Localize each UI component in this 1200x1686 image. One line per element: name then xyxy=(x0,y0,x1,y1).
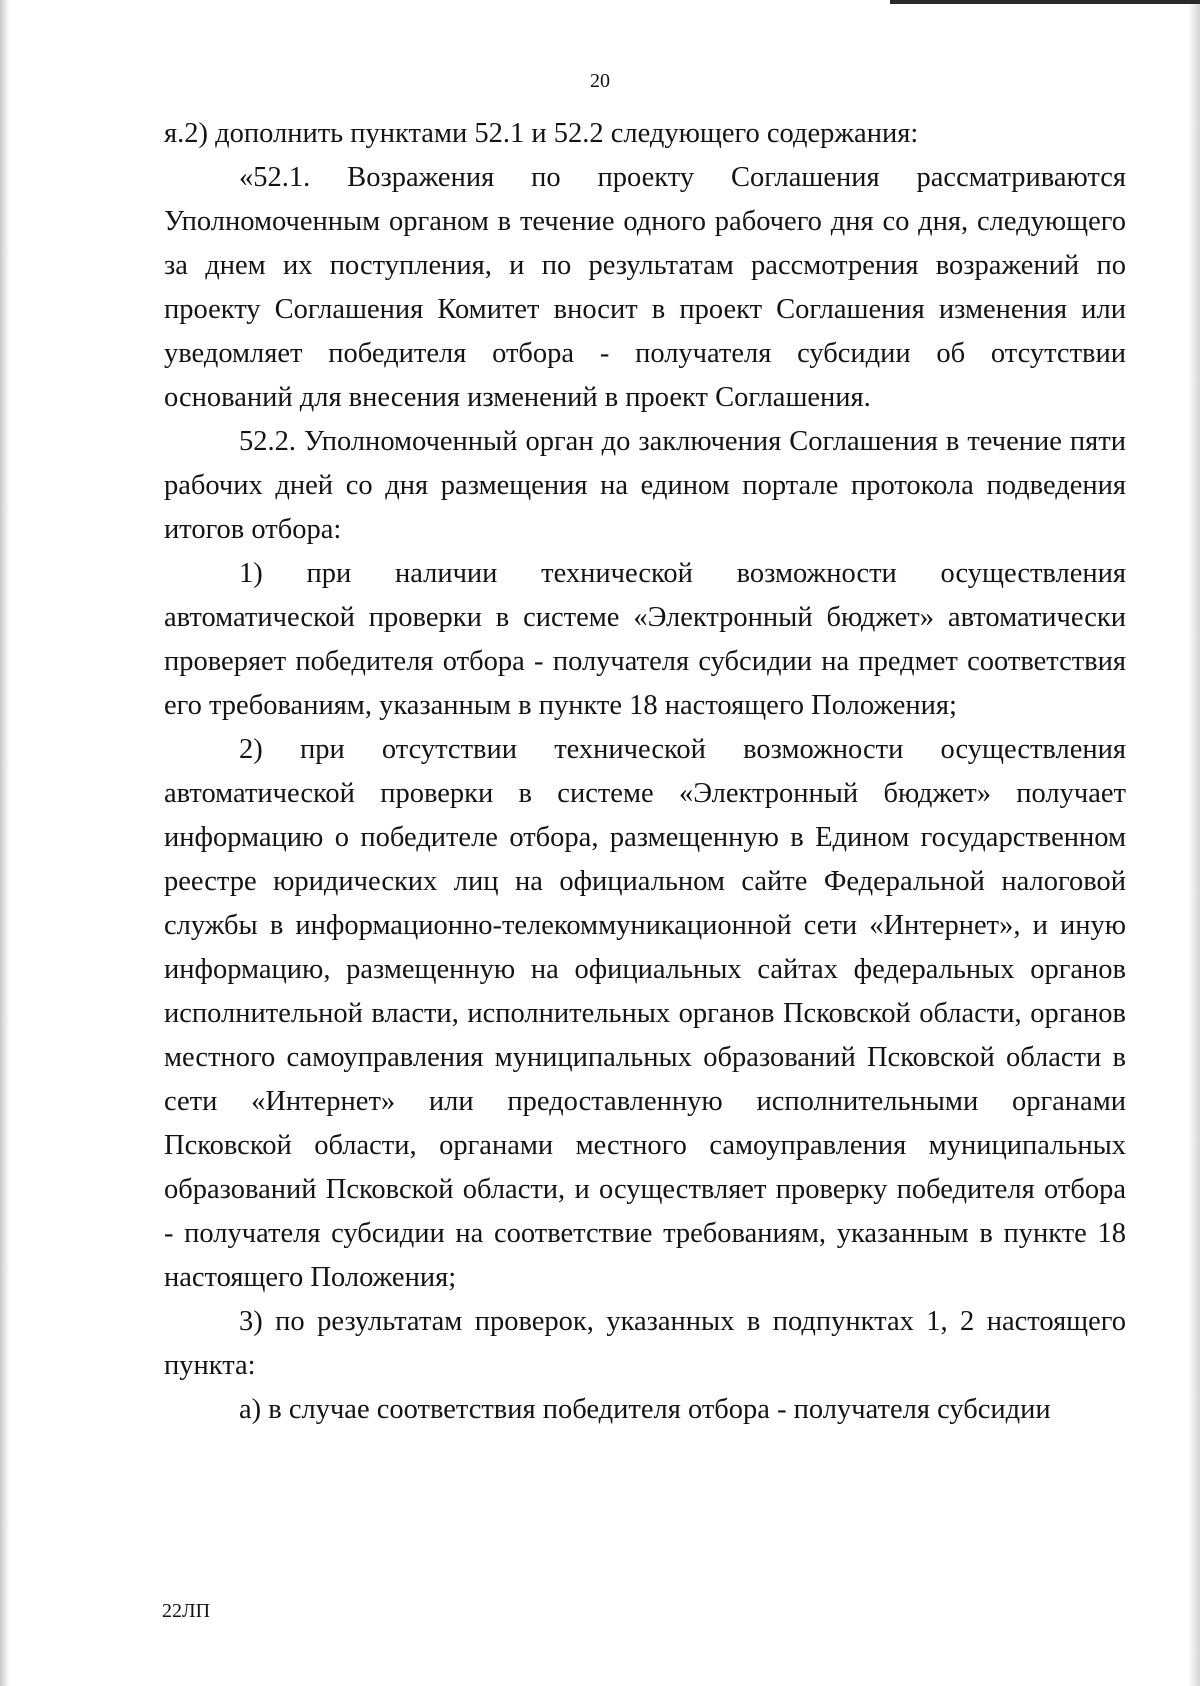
paragraph-item-2: 2) при отсутствии технической возможности осуществления автоматической проверки в системе «Электронный бюджет» получает информацию о победителе отбора, размещенную в Едином государственном реестре юридических лиц на официальном сайте Федеральной налоговой службы в информационно-телекоммуникационной сети «Интернет», и иную информацию, размещенную на официальных сайтах федеральных органов исполнительной власти, исполнительных органов Псковской области, органов местного самоуправления муниципальных образований Псковской области в сети «Интернет» или предоставленную исполнительными органами Псковской области, органами местного самоуправления муниципальных образований Псковской области, и осуществляет проверку победителя отбора - получателя субсидии на соответствие требованиям, указанным в пункте 18 настоящего Положения; xyxy=(164,734,1126,1293)
page-number: 20 xyxy=(590,70,610,92)
paragraph-item-1: 1) при наличии технической возможности осуществления автоматической проверки в системе «Электронный бюджет» автоматически проверяет победителя отбора - получателя субсидии на предмет соответствия его требованиям, указанным в пункте 18 настоящего Положения; xyxy=(164,558,1126,721)
document-body xyxy=(164,112,1126,1432)
scan-edge-right xyxy=(1188,0,1200,1686)
paragraph-item-3: 3) по результатам проверок, указанных в подпунктах 1, 2 настоящего пункта: xyxy=(164,1306,1126,1381)
paragraph-52-1: «52.1. Возражения по проекту Соглашения рассматриваются Уполномоченным органом в течение одного рабочего дня со дня, следующего за днем их поступления, и по результатам рассмотрения возражений по проекту Соглашения Комитет вносит в проект Соглашения изменения или уведомляет победителя отбора - получателя субсидии об отсутствии оснований для внесения изменений в проект Соглашения. xyxy=(164,162,1126,413)
scan-edge-left xyxy=(0,0,10,1686)
top-rule xyxy=(890,0,1200,4)
paragraph-52-2: 52.2. Уполномоченный орган до заключения Соглашения в течение пяти рабочих дней со дня размещения на едином портале протокола подведения итогов отбора: xyxy=(164,426,1126,545)
paragraph-item-3a: а) в случае соответствия победителя отбора - получателя субсидии xyxy=(239,1394,1051,1425)
paragraph-intro: я.2) дополнить пунктами 52.1 и 52.2 следующего содержания: xyxy=(164,118,919,149)
document-code: 22ЛП xyxy=(162,1600,211,1622)
